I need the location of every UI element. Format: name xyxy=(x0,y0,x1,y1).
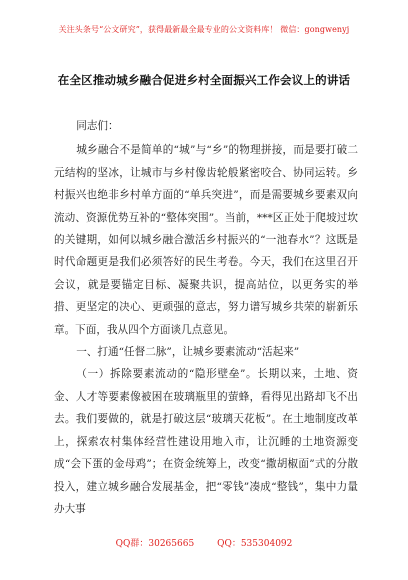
header-banner: 关注头条号“公文研究”，获得最新最全最专业的公文资料库！ 微信：gongwenyj xyxy=(58,25,350,34)
document-body xyxy=(54,115,358,520)
footer-contact xyxy=(0,536,408,549)
section-heading-1: 一、打通“任督二脉”，让城乡要素流动“活起来” xyxy=(76,346,300,359)
document-title: 在全区推动城乡融合促进乡村全面振兴工作会议上的讲话 xyxy=(57,73,351,87)
salutation: 同志们： xyxy=(76,120,119,132)
footer-qq-group: QQ群：30265665 xyxy=(115,539,195,549)
paragraph-subsection-1: （一）拆除要素流动的“隐形壁垒”。长期以来，土地、资金、人才等要素像被困在玻璃瓶里的萤蜂，看得见出路却飞不出去。我们要做的，就是打破这层“玻璃天花板”。在土地制度改革上，探索农村集体经营性建设用地入市，让沉睡的土地资源变成“会下蛋的金母鸡”；在资金统筹上，改变“撒胡椒面”式的分散投入，建立城乡融合发展基金，把“零钱”凑成“整钱”，集中力量办大事 xyxy=(54,368,358,515)
paragraph-intro: 城乡融合不是简单的“城”与“乡”的物理拼接，而是要打破二元结构的坚冰，让城市与乡村像齿轮般紧密咬合、协同运转。乡村振兴也绝非乡村单方面的“单兵突进”，而是需要城乡要素双向流动、资源优势互补的“整体突围”。当前，***区正处于爬坡过坎的关键期，如何以城乡融合激活乡村振兴的“一池春水”？这既是时代命题更是我们必须答好的民生考卷。今天，我们在这里召开会议，就是要锚定目标、凝聚共识，提高站位，以更务实的举措、更坚定的决心、更顽强的意志，努力谱写城乡共荣的崭新乐章。下面，我从四个方面谈几点意见。 xyxy=(54,144,358,336)
footer-qq-number: QQ：535304092 xyxy=(217,539,293,549)
